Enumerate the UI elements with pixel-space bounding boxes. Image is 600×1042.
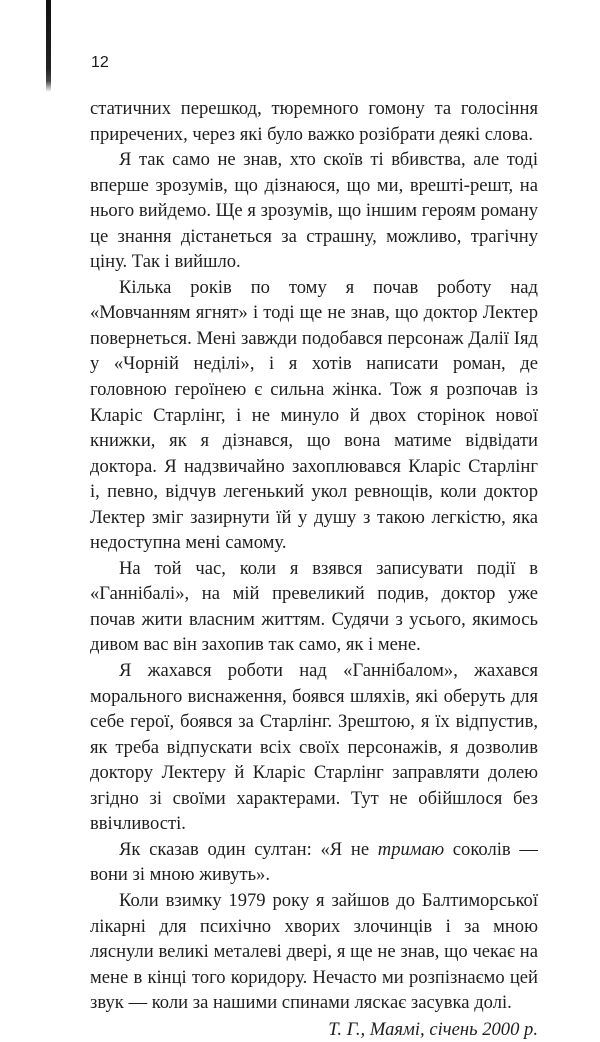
author-signature: Т. Г., Маямі, січень 2000 р. [328,1018,538,1040]
paragraph-7: Коли взимку 1979 року я зайшов до Балтиморської лікарні для психічно хворих злочинців і за мною ляснули великі металеві двері, я ще не знав, що чекає на мене в кінці того коридору. Нечасто ми розпізнаємо цей звук — коли за нашими спинами лясκає засувка долі. [90,889,538,1014]
paragraph-4: На той час, коли я взявся записувати події в «Ганнібалі», на мій превеликий подив, доктор уже почав жити власним життям. Судячи з усього, якимось дивом вас він захопив так само, як і мене. [90,557,538,656]
paragraph-6-emphasis: тримаю [377,838,445,860]
paragraph-5: Я жахався роботи над «Ганнібалом», жахався морального виснаження, боявся шляхів, які оберуть для себе герої, боявся за Старлінг. Зрештою, я їх відпустив, як треба відпускати всіх своїх персонажів, я дозволив доктору Лектеру й Кларіс Старлінг заправляти долею згідно зі своїми характерами. Тут не обійшлося без ввічливості. [90,660,538,835]
paragraph-1: статичних перешкод, тюремного гомону та голосіння приречених, через які було важко розібрати деякі слова. [90,98,538,145]
body-text [90,96,538,1042]
paragraph-6 [90,837,538,888]
paragraph-6-before: Як сказав один султан: «Я не [119,838,378,860]
paragraph-2: Я так само не знав, хто скоїв ті вбивства, але тоді вперше зрозумів, що дізнаюся, що ми, врешті-решт, на нього вийдемо. Ще я зрозумів, що іншим героям роману це знання дістанеться за страшну, можливо, трагічну ціну. Так і вийшло. [90,149,538,273]
page-number: 12 [91,54,109,71]
paragraph-3: Кілька років по тому я почав роботу над «Мовчанням ягнят» і тоді ще не знав, що доктор Лектер повернеться. Мені завжди подобався персонаж Далії Іяд у «Чорній неділі», і я хотів написати роман, де головною героїнею є сильна жінка. Тож я розпочав із Кларіс Старлінг, і не минуло й двох сторінок нової книжки, як я дізнався, що вона матиме відвідати доктора. Я надзвичайно захоплювався Кларіс Старлінг і, певно, відчув легенький укол ревнощів, коли доктор Лектер зміг зазирнути їй у душу з такою легкістю, яка недоступна мені самому. [90,276,538,554]
page-edge-shadow [46,0,51,92]
paragraph-6-after: соколів — вони зі мною живуть». [90,838,538,886]
